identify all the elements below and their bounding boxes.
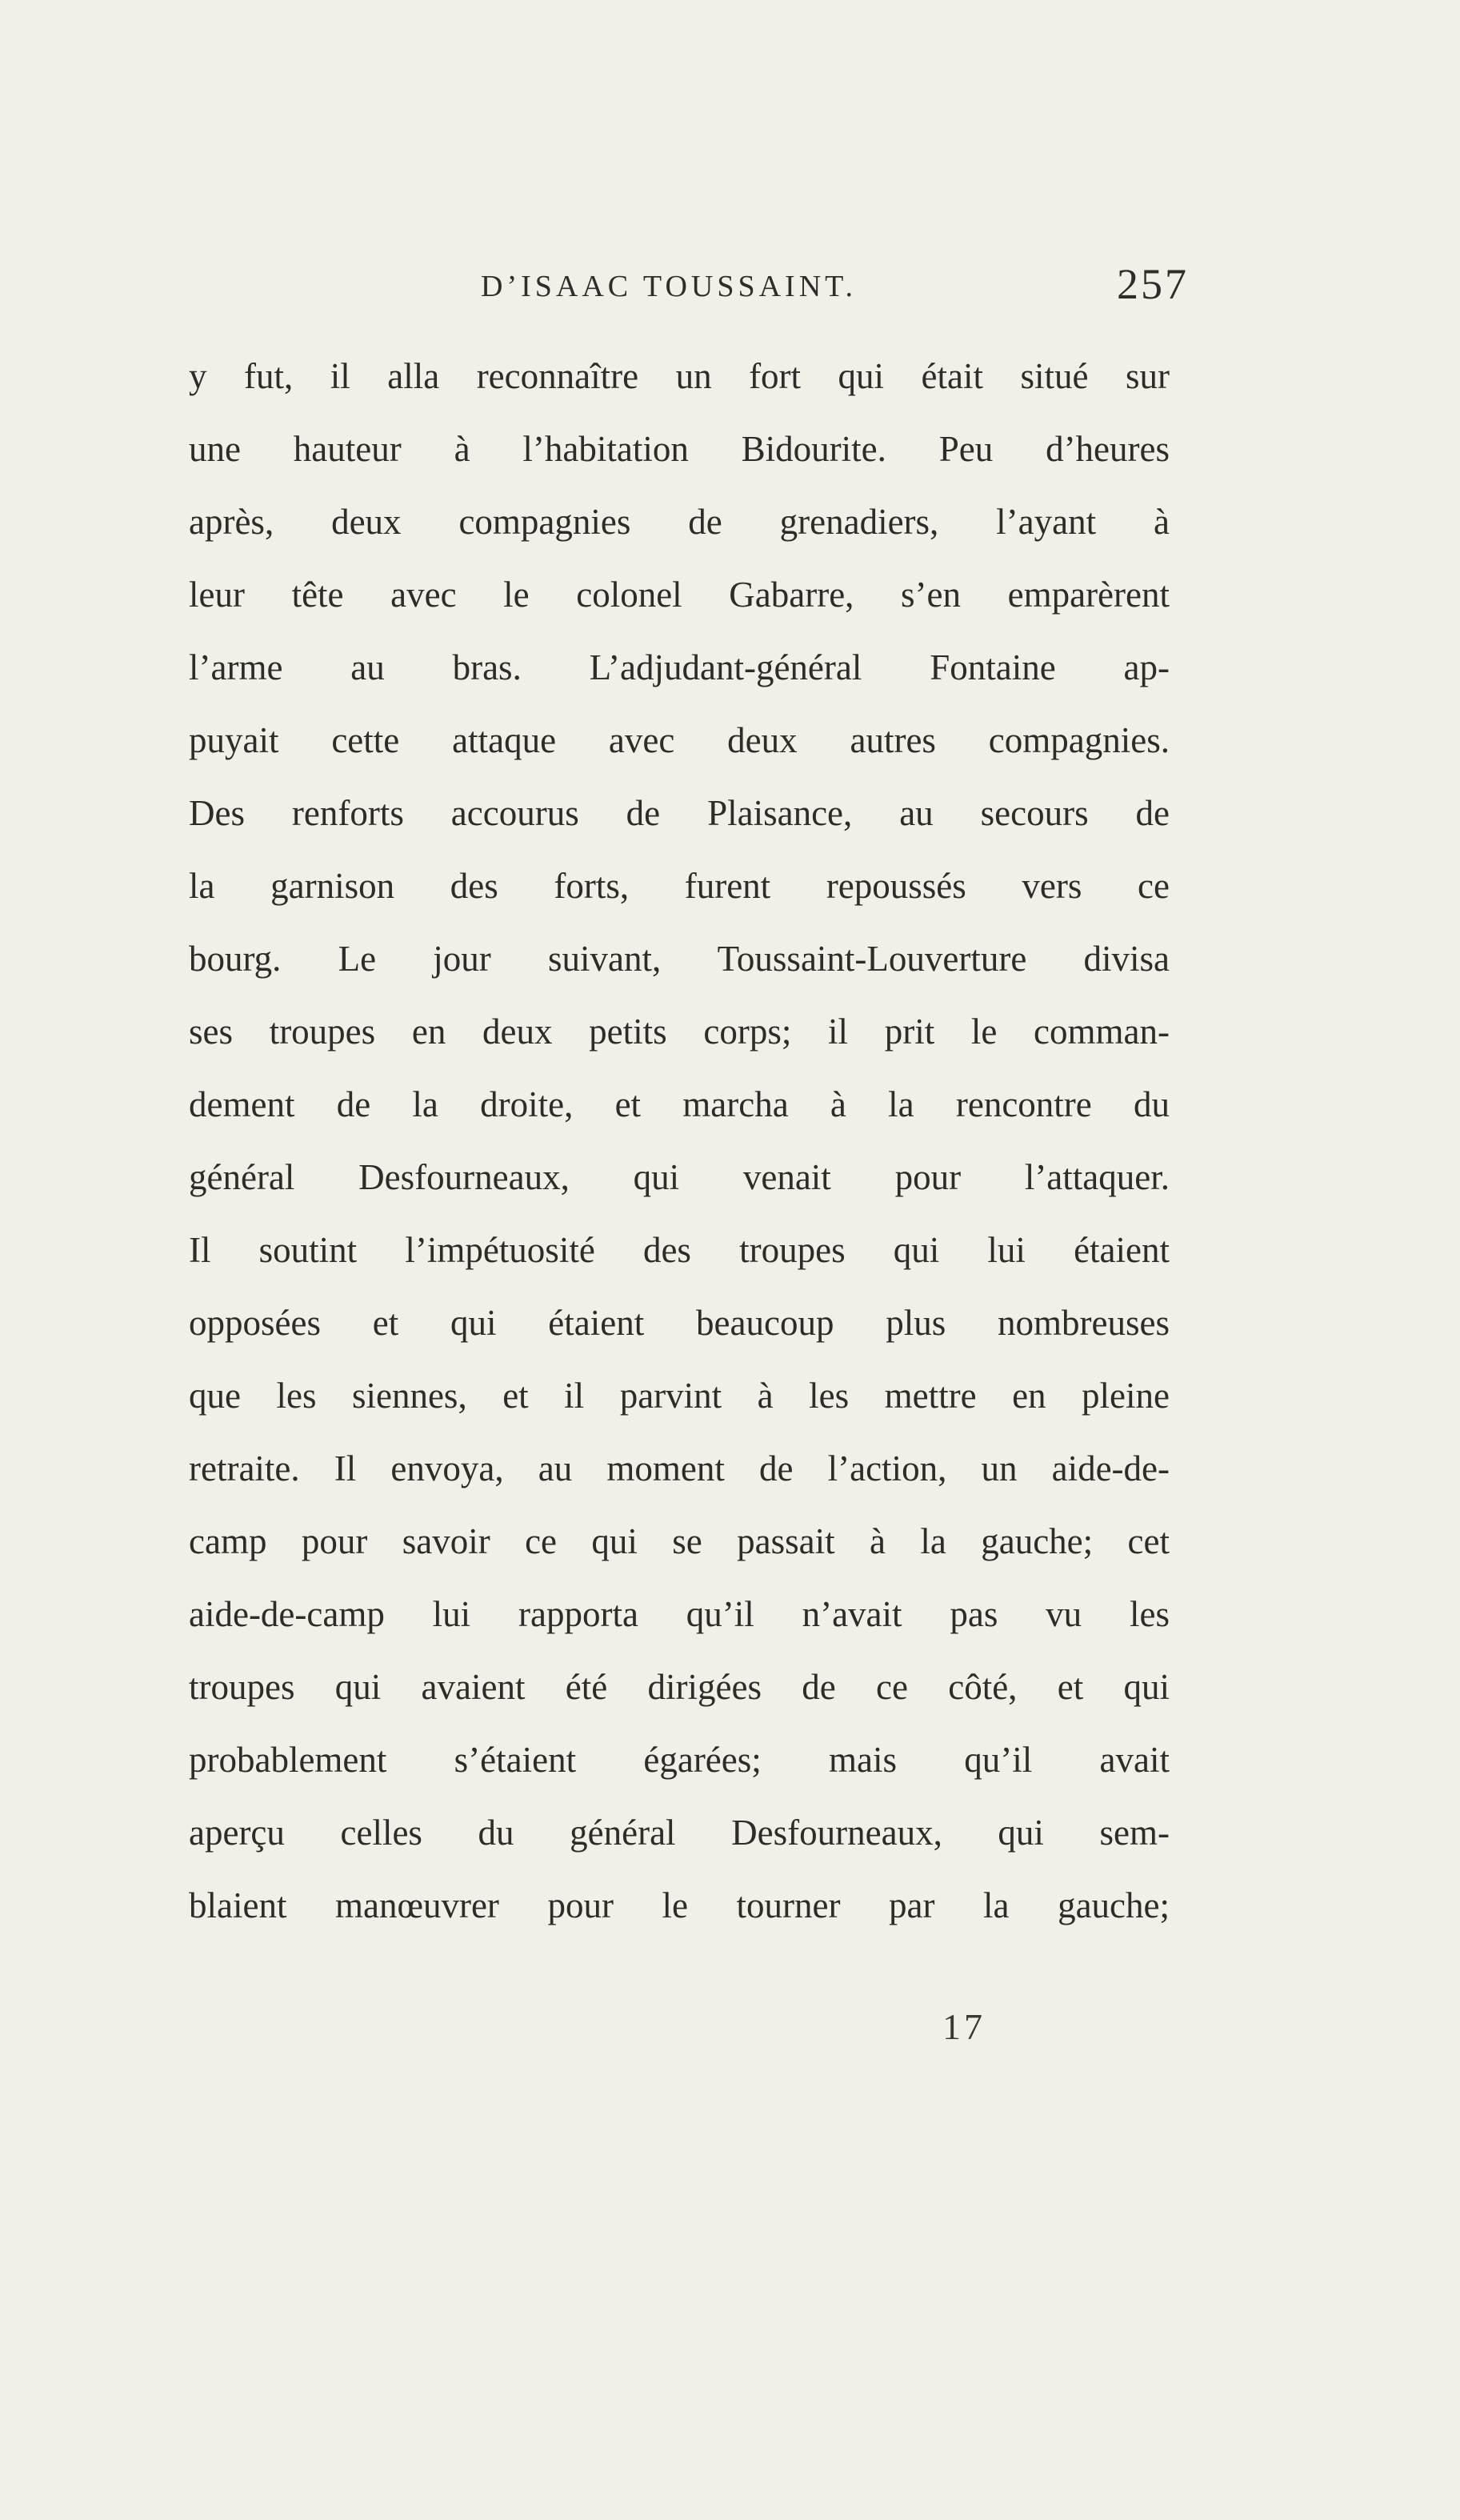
text-line: que les siennes, et il parvint à les mettre en pleine — [189, 1376, 1170, 1416]
text-line: bourg. Le jour suivant, Toussaint-Louverture divisa — [189, 939, 1170, 979]
text-line: blaient manœuvrer pour le tourner par la gauche; — [189, 1885, 1170, 1925]
text-line: après, deux compagnies de grenadiers, l’ayant à — [189, 502, 1170, 542]
running-title: D’ISAAC TOUSSAINT. — [481, 270, 858, 303]
body-text — [189, 340, 1170, 1942]
text-line: l’arme au bras. L’adjudant-général Fontaine ap- — [189, 647, 1170, 687]
text-line: troupes qui avaient été dirigées de ce côté, et qui — [189, 1667, 1170, 1707]
text-line: camp pour savoir ce qui se passait à la gauche; cet — [189, 1521, 1170, 1561]
text-line: probablement s’étaient égarées; mais qu’il avait — [189, 1740, 1170, 1780]
text-line: la garnison des forts, furent repoussés vers ce — [189, 866, 1170, 906]
text-line: puyait cette attaque avec deux autres compagnies. — [189, 720, 1170, 760]
text-line: aperçu celles du général Desfourneaux, qui sem- — [189, 1813, 1170, 1853]
text-line: Il soutint l’impétuosité des troupes qui lui étaient — [189, 1230, 1170, 1270]
text-line: Des renforts accourus de Plaisance, au secours de — [189, 793, 1170, 833]
text-line: ses troupes en deux petits corps; il prit le comman- — [189, 1012, 1170, 1052]
page-number: 257 — [1117, 260, 1189, 308]
text-line: aide-de-camp lui rapporta qu’il n’avait pas vu les — [189, 1594, 1170, 1634]
text-line: y fut, il alla reconnaître un fort qui était situé sur — [189, 356, 1170, 396]
text-line: général Desfourneaux, qui venait pour l’attaquer. — [189, 1157, 1170, 1197]
text-line: une hauteur à l’habitation Bidourite. Peu d’heures — [189, 429, 1170, 469]
text-line: leur tête avec le colonel Gabarre, s’en emparèrent — [189, 575, 1170, 615]
text-line: retraite. Il envoya, au moment de l’action, un aide-de- — [189, 1448, 1170, 1488]
text-line: opposées et qui étaient beaucoup plus nombreuses — [189, 1303, 1170, 1343]
running-head — [189, 260, 1189, 320]
signature-mark: 17 — [942, 2006, 986, 2047]
text-line: dement de la droite, et marcha à la rencontre du — [189, 1084, 1170, 1124]
